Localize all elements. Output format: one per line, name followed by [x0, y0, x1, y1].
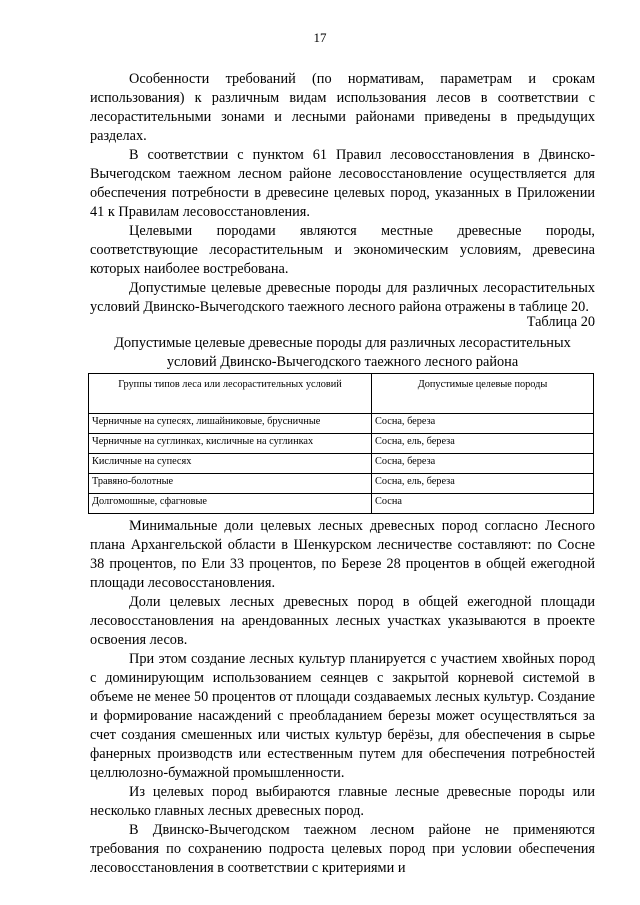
- table-row: [89, 434, 594, 454]
- table-row: [89, 454, 594, 474]
- paragraph: В Двинско-Вычегодском таежном лесном районе не применяются требования по сохранению подроста целевых пород при условии обеспечения лесовосстановления в соответствии с критериями и: [90, 822, 595, 876]
- species-table: [88, 373, 594, 514]
- table-row: [89, 474, 594, 494]
- body-text-bottom: [90, 517, 595, 878]
- table-row: [89, 494, 594, 514]
- paragraph: Целевыми породами являются местные древесные породы, соответствующие лесорастительным и экономическим условиям, древесина которых наиболее востребована.: [90, 223, 595, 277]
- paragraph: В соответствии с пунктом 61 Правил лесовосстановления в Двинско-Вычегодском таежном лесном районе лесовосстановление осуществляется для обеспечения потребности в древесине целевых пород, указанных в Приложении 41 к Правилам лесовосстановления.: [90, 147, 595, 220]
- table-cell: Кисличные на супесях: [89, 454, 372, 474]
- table-cell: Долгомошные, сфагновые: [89, 494, 372, 514]
- table-caption-block: [90, 313, 595, 372]
- table-header-row: [89, 374, 594, 414]
- table-number-label: Таблица 20: [526, 314, 595, 330]
- table-header-cell: Допустимые целевые породы: [372, 374, 594, 414]
- table-cell: Сосна: [372, 494, 594, 514]
- table-cell: Черничные на суглинках, кисличные на суглинках: [89, 434, 372, 454]
- table-title: Допустимые целевые древесные породы для различных лесорастительных условий Двинско-Вычегодского таежного лесного района: [114, 335, 571, 370]
- paragraph: Особенности требований (по нормативам, параметрам и срокам использования) к различным видам использования лесов в соответствии с лесорастительными зонами и лесными районами приведены в предыдущих разделах.: [90, 71, 595, 144]
- table-cell: Сосна, ель, береза: [372, 434, 594, 454]
- table-header-cell: Группы типов леса или лесорастительных условий: [89, 374, 372, 414]
- table-cell: Травяно-болотные: [89, 474, 372, 494]
- table-cell: Черничные на супесях, лишайниковые, брусничные: [89, 414, 372, 434]
- page-number: 17: [313, 30, 327, 45]
- paragraph: Доли целевых лесных древесных пород в общей ежегодной площади лесовосстановления на арендованных лесных участках указываются в проекте освоения лесов.: [90, 594, 595, 648]
- paragraph: При этом создание лесных культур планируется с участием хвойных пород с доминирующим использованием сеянцев с закрытой корневой системой в объеме не менее 50 процентов от площади создаваемых лесных культур. Создание и формирование насаждений с преобладанием березы может осуществляться за счет создания смешенных или чистых культур берёзы, для обеспечения в сырье фанерных производств или естественным путем для обеспечения потребностей целлюлозно-бумажной промышленности.: [90, 651, 595, 781]
- table-cell: Сосна, береза: [372, 454, 594, 474]
- body-text-top: [90, 70, 595, 317]
- table-cell: Сосна, береза: [372, 414, 594, 434]
- paragraph: Из целевых пород выбираются главные лесные древесные породы или несколько главных лесных древесных пород.: [90, 784, 595, 819]
- paragraph: Минимальные доли целевых лесных древесных пород согласно Лесного плана Архангельской области в Шенкурском лесничестве составляют: по Сосне 38 процентов, по Ели 33 процентов, по Березе 28 процентов в общей ежегодной площади лесовосстановления.: [90, 518, 595, 591]
- table-cell: Сосна, ель, береза: [372, 474, 594, 494]
- paragraph: Допустимые целевые древесные породы для различных лесорастительных условий Двинско-Вычегодского таежного лесного района отражены в таблице 20.: [90, 280, 595, 315]
- table-row: [89, 414, 594, 434]
